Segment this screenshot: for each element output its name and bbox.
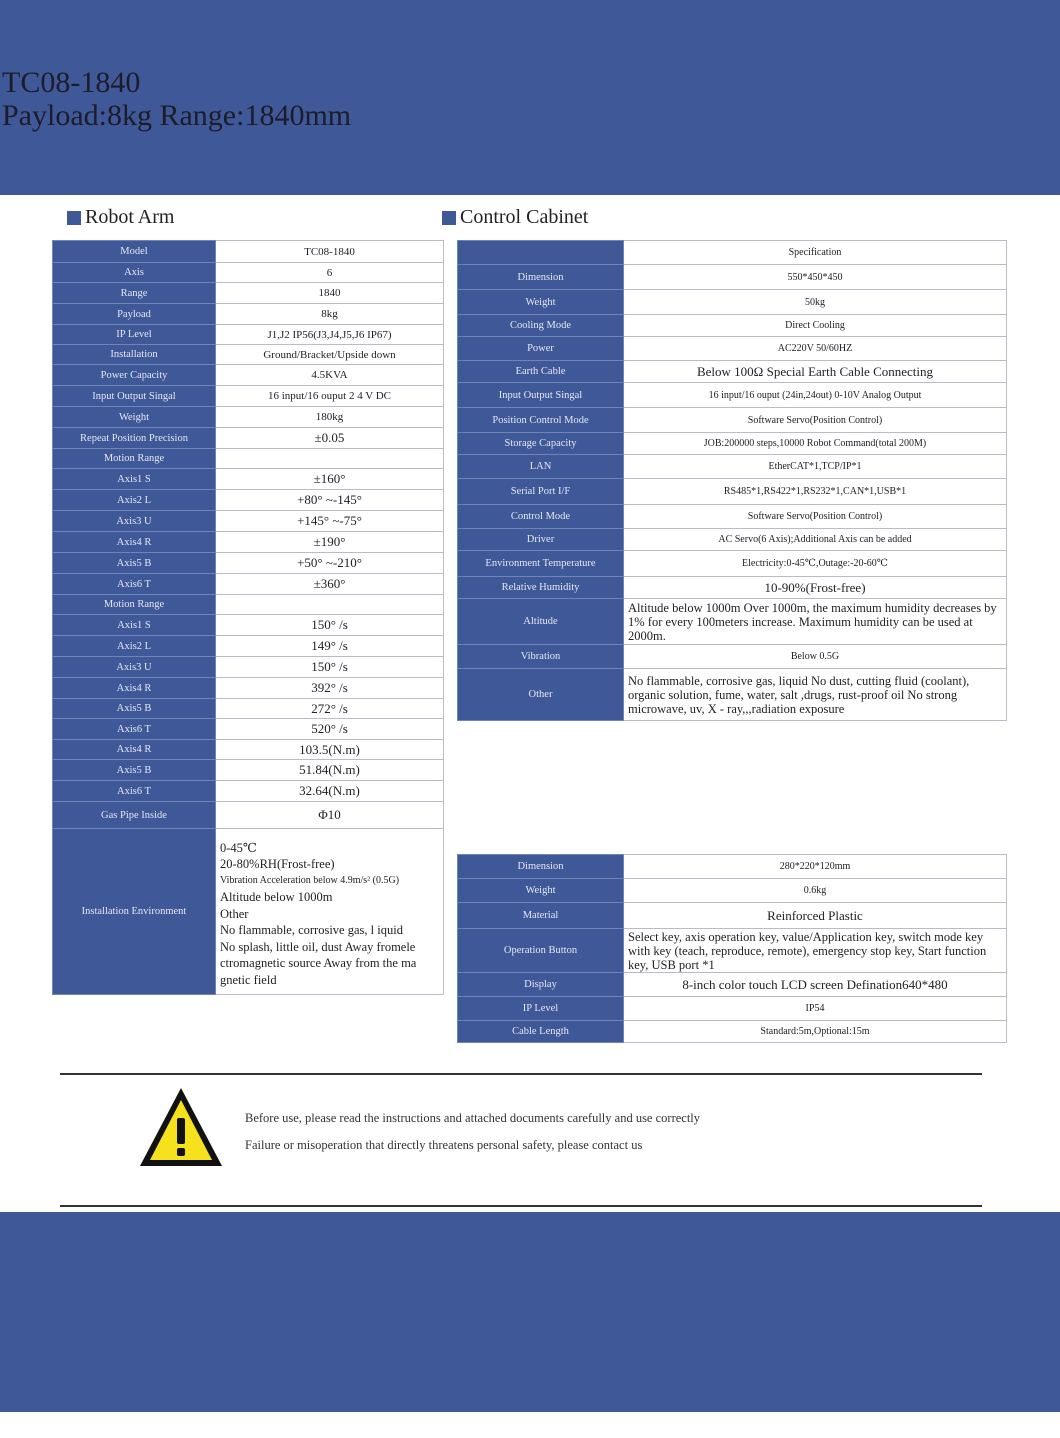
control-cabinet-label: Driver (458, 529, 624, 551)
teach-pendant-row (458, 973, 1007, 997)
robot-arm-label: Axis3 U (53, 657, 216, 678)
teach-pendant-row (458, 1021, 1007, 1043)
robot-arm-label: Payload (53, 304, 216, 325)
control-cabinet-value: Below 0.5G (624, 645, 1007, 669)
robot-arm-value: TC08-1840 (216, 241, 444, 263)
control-cabinet-row (458, 599, 1007, 645)
robot-arm-row (53, 407, 444, 428)
control-cabinet-row (458, 408, 1007, 433)
payload-title: Payload:8kg Range:1840mm (2, 99, 352, 132)
teach-pendant-label: Cable Length (458, 1021, 624, 1043)
robot-arm-label: Installation (53, 345, 216, 365)
control-cabinet-label: Altitude (458, 599, 624, 645)
control-cabinet-value: 10-90%(Frost-free) (624, 577, 1007, 599)
control-cabinet-label: Position Control Mode (458, 408, 624, 433)
control-cabinet-value: EtherCAT*1,TCP/IP*1 (624, 455, 1007, 479)
warning-line-1: Before use, please read the instructions and attached documents carefully and use correctly (245, 1111, 701, 1125)
robot-arm-label: Motion Range (53, 595, 216, 615)
robot-arm-label: Axis6 T (53, 719, 216, 740)
robot-arm-value (216, 595, 444, 615)
installation-line: 20-80%RH(Frost-free) (220, 857, 335, 871)
control-cabinet-row (458, 645, 1007, 669)
teach-pendant-row (458, 879, 1007, 903)
robot-arm-row (53, 657, 444, 678)
control-cabinet-value: 550*450*450 (624, 265, 1007, 290)
robot-arm-value: 180kg (216, 407, 444, 428)
teach-pendant-label: Material (458, 903, 624, 929)
control-cabinet-label: Dimension (458, 265, 624, 290)
installation-line: Other (220, 906, 249, 921)
model-title: TC08-1840 (2, 66, 141, 99)
installation-line: Vibration Acceleration below 4.9m/s² (0.5G) (220, 874, 400, 886)
teach-pendant-row (458, 855, 1007, 879)
robot-arm-label: Axis1 S (53, 469, 216, 490)
teach-pendant-value: Select key, axis operation key, value/Application key, switch mode key with key (teach, reproduce, remote), emergency stop key, Start function key, USB port *1 (624, 929, 1007, 973)
control-cabinet-row (458, 383, 1007, 408)
robot-arm-value: 272° /s (216, 699, 444, 719)
robot-arm-row (53, 574, 444, 595)
footer-band (0, 1212, 1060, 1412)
robot-arm-value: 149° /s (216, 636, 444, 657)
robot-arm-value: 150° /s (216, 615, 444, 636)
control-cabinet-label: Control Mode (458, 505, 624, 529)
control-cabinet-row (458, 337, 1007, 361)
robot-arm-value: 103.5(N.m) (216, 740, 444, 760)
robot-arm-label: Input Output Singal (53, 386, 216, 407)
teach-pendant-value: 8-inch color touch LCD screen Defination640*480 (624, 973, 1007, 997)
robot-arm-value: J1,J2 IP56(J3,J4,J5,J6 IP67) (216, 325, 444, 345)
teach-pendant-label: IP Level (458, 997, 624, 1021)
robot-arm-value: 4.5KVA (216, 365, 444, 386)
robot-arm-label: Repeat Position Precision (53, 428, 216, 449)
robot-arm-row (53, 595, 444, 615)
robot-arm-row (53, 553, 444, 574)
robot-arm-value: 32.64(N.m) (216, 781, 444, 802)
control-cabinet-label: Earth Cable (458, 361, 624, 383)
control-cabinet-value: 16 input/16 ouput (24in,24out) 0-10V Analog Output (624, 383, 1007, 408)
control-cabinet-value: AC Servo(6 Axis);Additional Axis can be added (624, 529, 1007, 551)
robot-arm-value: 8kg (216, 304, 444, 325)
installation-line: No flammable, corrosive gas, l iquid (220, 923, 403, 937)
teach-pendant-value: IP54 (624, 997, 1007, 1021)
robot-arm-row (53, 802, 444, 829)
control-cabinet-value: Below 100Ω Special Earth Cable Connecting (624, 361, 1007, 383)
installation-line: No splash, little oil, dust Away fromele (220, 939, 416, 954)
teach-pendant-row (458, 997, 1007, 1021)
robot-arm-label: Axis5 B (53, 699, 216, 719)
robot-arm-row (53, 263, 444, 283)
robot-arm-label: Motion Range (53, 449, 216, 469)
control-cabinet-row (458, 551, 1007, 577)
control-cabinet-row (458, 361, 1007, 383)
control-cabinet-row (458, 315, 1007, 337)
installation-line: gnetic field (220, 972, 277, 987)
heading-square-icon (442, 211, 456, 225)
teach-pendant-row (458, 929, 1007, 973)
control-cabinet-label: Relative Humidity (458, 577, 624, 599)
teach-pendant-row (458, 903, 1007, 929)
robot-arm-value: 1840 (216, 283, 444, 304)
robot-arm-row (53, 719, 444, 740)
control-cabinet-label: Vibration (458, 645, 624, 669)
robot-arm-value: Φ10 (216, 802, 444, 829)
robot-arm-value: ±0.05 (216, 428, 444, 449)
robot-arm-value: 520° /s (216, 719, 444, 740)
robot-arm-value: 6 (216, 263, 444, 283)
robot-arm-value: +80° ~-145° (216, 490, 444, 511)
control-cabinet-label: Weight (458, 290, 624, 315)
control-cabinet-value: RS485*1,RS422*1,RS232*1,CAN*1,USB*1 (624, 479, 1007, 505)
robot-arm-label: Axis3 U (53, 511, 216, 532)
robot-arm-label: Axis5 B (53, 760, 216, 781)
robot-arm-row (53, 469, 444, 490)
robot-arm-row (53, 532, 444, 553)
robot-arm-value: +145° ~-75° (216, 511, 444, 532)
robot-arm-label: Axis2 L (53, 490, 216, 511)
robot-arm-table (52, 240, 444, 995)
control-cabinet-label: Environment Temperature (458, 551, 624, 577)
installation-line: ctromagnetic source Away from the ma (220, 956, 417, 970)
teach-pendant-label: Operation Button (458, 929, 624, 973)
robot-arm-label: Axis (53, 263, 216, 283)
robot-arm-row (53, 699, 444, 719)
control-cabinet-label (458, 241, 624, 265)
robot-arm-label: Weight (53, 407, 216, 428)
robot-arm-value: 16 input/16 ouput 2 4 V DC (216, 386, 444, 407)
robot-arm-label: Axis1 S (53, 615, 216, 636)
robot-arm-row (53, 678, 444, 699)
robot-arm-value: Ground/Bracket/Upside down (216, 345, 444, 365)
robot-arm-row (53, 511, 444, 532)
control-cabinet-row (458, 455, 1007, 479)
robot-arm-row (53, 781, 444, 802)
divider-top (60, 1073, 982, 1075)
installation-environment-label: Installation Environment (53, 829, 216, 995)
control-cabinet-label: Storage Capacity (458, 433, 624, 455)
teach-pendant-label: Dimension (458, 855, 624, 879)
robot-arm-value: +50° ~-210° (216, 553, 444, 574)
teach-pendant-table (457, 854, 1007, 1043)
control-cabinet-row (458, 577, 1007, 599)
control-cabinet-value: No flammable, corrosive gas, liquid No dust, cutting fluid (coolant), organic solution, fume, water, salt ,drugs, rust-proof oil No strong microwave, uv, X - ray,,,radiation exposure (624, 669, 1007, 721)
control-cabinet-value: 50kg (624, 290, 1007, 315)
robot-arm-row (53, 740, 444, 760)
robot-arm-value (216, 449, 444, 469)
robot-arm-row (53, 760, 444, 781)
control-cabinet-row (458, 479, 1007, 505)
control-cabinet-row (458, 433, 1007, 455)
installation-environment-row (53, 829, 444, 995)
robot-arm-row (53, 304, 444, 325)
control-cabinet-row (458, 290, 1007, 315)
robot-arm-row (53, 283, 444, 304)
control-cabinet-label: Input Output Singal (458, 383, 624, 408)
control-cabinet-row (458, 529, 1007, 551)
robot-arm-label: Axis4 R (53, 532, 216, 553)
robot-arm-row (53, 241, 444, 263)
control-cabinet-value: Electricity:0-45℃,Outage:-20-60℃ (624, 551, 1007, 577)
robot-arm-row (53, 325, 444, 345)
installation-environment-value (216, 829, 444, 995)
control-cabinet-table (457, 240, 1007, 721)
control-cabinet-value: Software Servo(Position Control) (624, 505, 1007, 529)
robot-arm-label: IP Level (53, 325, 216, 345)
page-title (2, 66, 351, 132)
robot-arm-value: ±190° (216, 532, 444, 553)
robot-arm-value: 51.84(N.m) (216, 760, 444, 781)
robot-arm-label: Axis6 T (53, 781, 216, 802)
teach-pendant-value: 0.6kg (624, 879, 1007, 903)
robot-arm-label: Power Capacity (53, 365, 216, 386)
control-cabinet-row (458, 265, 1007, 290)
teach-pendant-label: Weight (458, 879, 624, 903)
control-cabinet-value: Specification (624, 241, 1007, 265)
robot-arm-value: ±160° (216, 469, 444, 490)
control-cabinet-value: Altitude below 1000m Over 1000m, the maximum humidity decreases by 1% for every 100meters increase. Maximum humidity can be used at 2000m. (624, 599, 1007, 645)
robot-arm-row (53, 490, 444, 511)
robot-arm-label: Axis2 L (53, 636, 216, 657)
robot-arm-label: Axis4 R (53, 678, 216, 699)
installation-line: 0-45℃ (220, 840, 257, 855)
robot-arm-row (53, 345, 444, 365)
teach-pendant-value: 280*220*120mm (624, 855, 1007, 879)
robot-arm-label: Model (53, 241, 216, 263)
warning-line-2: Failure or misoperation that directly threatens personal safety, please contact us (245, 1138, 643, 1152)
control-cabinet-label: LAN (458, 455, 624, 479)
control-cabinet-row (458, 241, 1007, 265)
control-cabinet-row (458, 505, 1007, 529)
footer-strip (0, 1412, 1060, 1438)
robot-arm-row (53, 615, 444, 636)
control-cabinet-label: Cooling Mode (458, 315, 624, 337)
robot-arm-value: ±360° (216, 574, 444, 595)
robot-arm-value: 392° /s (216, 678, 444, 699)
teach-pendant-value: Reinforced Plastic (624, 903, 1007, 929)
control-cabinet-label: Power (458, 337, 624, 361)
control-cabinet-row (458, 669, 1007, 721)
robot-arm-label: Axis4 R (53, 740, 216, 760)
warning-triangle-icon (138, 1086, 224, 1168)
robot-arm-label: Axis5 B (53, 553, 216, 574)
control-cabinet-value: Direct Cooling (624, 315, 1007, 337)
robot-arm-label: Axis6 T (53, 574, 216, 595)
robot-arm-row (53, 386, 444, 407)
divider-bottom (60, 1205, 982, 1207)
control-cabinet-label: Serial Port I/F (458, 479, 624, 505)
control-cabinet-value: Software Servo(Position Control) (624, 408, 1007, 433)
teach-pendant-label: Display (458, 973, 624, 997)
robot-arm-row (53, 449, 444, 469)
control-cabinet-heading: Control Cabinet (442, 206, 588, 229)
robot-arm-label: Gas Pipe Inside (53, 802, 216, 829)
robot-arm-row (53, 636, 444, 657)
robot-arm-heading: Robot Arm (67, 206, 174, 229)
installation-line: Altitude below 1000m (220, 890, 333, 904)
control-cabinet-label: Other (458, 669, 624, 721)
teach-pendant-value: Standard:5m,Optional:15m (624, 1021, 1007, 1043)
control-cabinet-value: JOB:200000 steps,10000 Robot Command(total 200M) (624, 433, 1007, 455)
robot-arm-row (53, 365, 444, 386)
robot-arm-row (53, 428, 444, 449)
heading-square-icon (67, 211, 81, 225)
robot-arm-label: Range (53, 283, 216, 304)
control-cabinet-value: AC220V 50/60HZ (624, 337, 1007, 361)
robot-arm-value: 150° /s (216, 657, 444, 678)
